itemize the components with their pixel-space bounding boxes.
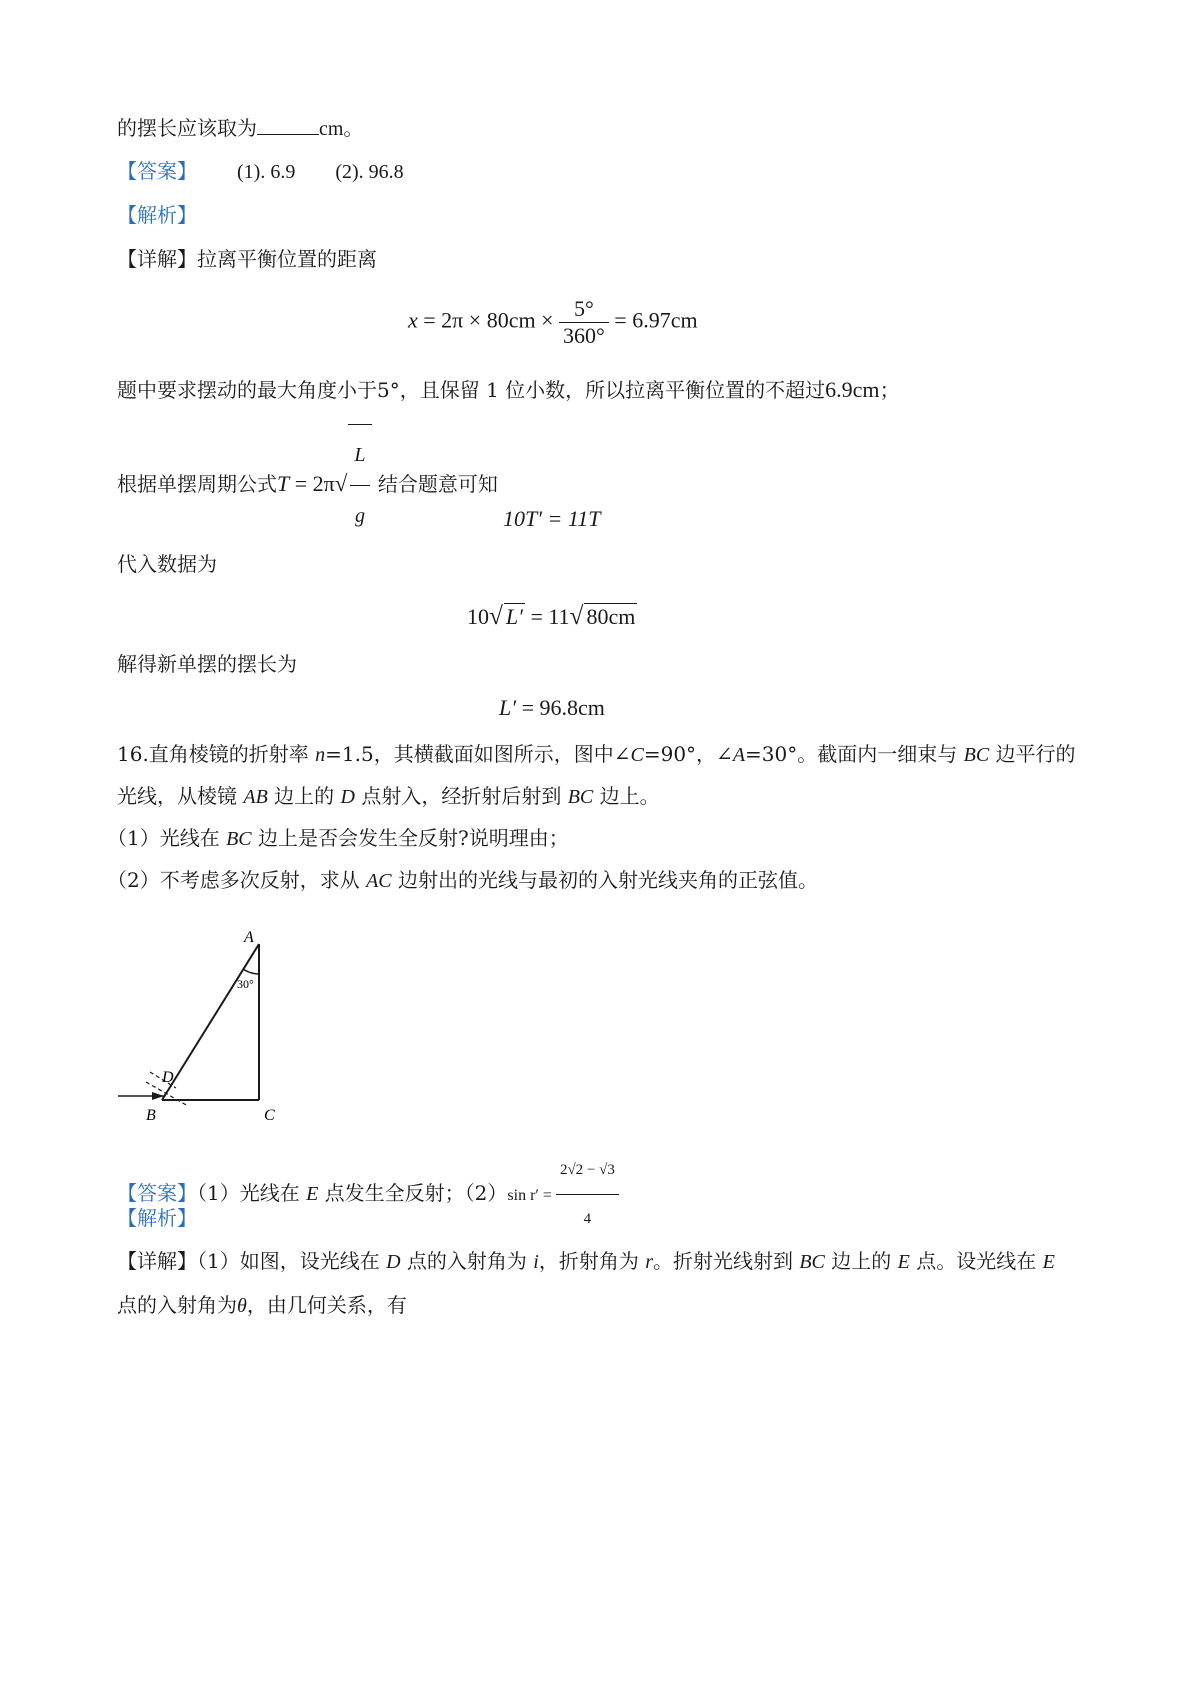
eq4-rhs: = 96.8cm — [516, 695, 605, 720]
detail16-r: r — [645, 1251, 653, 1273]
detail16-E: E — [1042, 1251, 1055, 1273]
formula-fraction — [350, 425, 369, 546]
eq1-numerator: 5° — [559, 296, 609, 323]
q16-D: D — [340, 786, 355, 808]
q16-text: 边平行的 — [989, 742, 1076, 766]
q16-BC: BC — [567, 786, 594, 808]
formula-denominator: g — [354, 505, 365, 527]
answer16-denominator: 4 — [583, 1211, 592, 1227]
q16-text: 光线，从棱镜 — [117, 784, 244, 808]
eq1-lhs: x — [408, 307, 418, 333]
analysis-tag-16: 【解析】 — [117, 1206, 197, 1230]
q16-text: =30°。截面内一细束与 — [745, 742, 964, 766]
formula-before: 根据单摆周期公式 — [117, 472, 277, 496]
sqrt-sign-icon: √ — [569, 602, 584, 630]
eq1-middle: = 2π × 80cm × — [417, 307, 559, 333]
q16-line-1 — [117, 740, 1076, 769]
answer16-numerator: 2√2 − √3 — [556, 1146, 619, 1195]
limit-line — [117, 376, 900, 404]
eq3-a: 10 — [467, 604, 489, 629]
answer16-fraction — [556, 1146, 619, 1243]
detail16-E: E — [897, 1251, 910, 1273]
q16-text: 边上的 — [267, 784, 341, 808]
formula-T: T — [277, 471, 290, 496]
q16-text: （1）光线在 — [107, 826, 227, 850]
detail16-theta: θ — [237, 1295, 247, 1317]
angle-arc — [243, 969, 259, 974]
detail-15 — [117, 245, 377, 273]
intro-unit: cm。 — [319, 118, 364, 140]
sqrt-sign-icon: √ — [334, 471, 348, 496]
q16-BC: BC — [226, 828, 252, 850]
intro-text: 的摆长应该取为 — [117, 116, 257, 140]
label-A: A — [244, 929, 254, 946]
limit-end: ； — [879, 378, 900, 402]
limit-text: 题中要求摆动的最大角度小于5°，且保留 1 位小数，所以拉离平衡位置的不超过 — [117, 378, 826, 402]
prism-figure — [110, 922, 300, 1132]
detail-16-line-1 — [117, 1247, 1055, 1276]
q16-C: C — [630, 744, 644, 766]
answer16-text: （1）光线在 — [197, 1181, 307, 1205]
answer-blank — [257, 114, 319, 135]
period-formula-line — [117, 424, 498, 546]
q16-sub-2 — [107, 866, 818, 895]
q16-text: 边射出的光线与最初的入射光线夹角的正弦值。 — [391, 868, 819, 892]
eq3-rad1: L′ — [505, 604, 523, 629]
answer-15 — [117, 157, 404, 186]
detail-16-line-2 — [117, 1291, 407, 1320]
detail16-text: 。折射光线射到 — [652, 1249, 800, 1273]
detail16-text: 点的入射角为 — [117, 1293, 237, 1317]
equation-result — [499, 695, 605, 721]
q16-n: n — [315, 744, 326, 766]
eq3-b: = 11 — [524, 604, 570, 629]
detail-tag: 【详解】 — [117, 1249, 197, 1273]
detail16-text: （1）如图，设光线在 — [197, 1249, 387, 1273]
answer16-E: E — [306, 1183, 319, 1205]
detail16-i: i — [533, 1251, 539, 1273]
label-B: B — [146, 1107, 156, 1124]
detail-tag: 【详解】 — [117, 247, 197, 271]
detail16-BC: BC — [799, 1251, 825, 1273]
formula-eq: = 2π — [289, 471, 335, 496]
detail16-D: D — [386, 1251, 401, 1273]
label-angle: 30° — [237, 977, 254, 991]
detail16-text: ，折射角为 — [538, 1249, 646, 1273]
q16-A: A — [732, 744, 746, 766]
answer-tag: 【答案】 — [117, 159, 197, 183]
q16-AC: AC — [366, 870, 392, 892]
answer16-text: 点发生全反射；（2） — [318, 1181, 508, 1205]
q16-sub-1 — [107, 824, 569, 853]
equation-distance — [408, 296, 698, 349]
q16-line-2 — [117, 782, 660, 811]
answer-part-2: (2). 96.8 — [335, 161, 404, 183]
label-D: D — [162, 1069, 174, 1086]
substitute-line: 代入数据为 — [117, 552, 217, 576]
detail16-text: 点。设光线在 — [909, 1249, 1043, 1273]
q16-text: =90°，∠ — [643, 742, 733, 766]
detail-text: 拉离平衡位置的距离 — [197, 247, 377, 271]
detail16-text: ，由几何关系，有 — [246, 1293, 407, 1317]
label-C: C — [264, 1107, 275, 1124]
q16-AB: AB — [243, 786, 268, 808]
eq3-rad2: 80cm — [586, 604, 636, 629]
eq4-lhs: L′ — [499, 695, 517, 720]
formula-numerator: L — [350, 425, 369, 486]
equation-substituted — [467, 602, 637, 631]
equation-period-ratio: 10T′ = 11T — [503, 506, 601, 531]
eq1-rhs: = 6.97cm — [608, 307, 698, 333]
formula-after: 结合题意可知 — [377, 472, 498, 496]
eq1-denominator: 360° — [562, 323, 605, 348]
answer16-sin: sin r′ = — [507, 1187, 556, 1204]
eq1-fraction — [559, 296, 609, 349]
q16-text: 点射入，经折射后射到 — [354, 784, 568, 808]
solve-line: 解得新单摆的摆长为 — [117, 652, 297, 676]
detail16-text: 边上的 — [824, 1249, 898, 1273]
answer-tag: 【答案】 — [117, 1181, 197, 1205]
limit-value: 6.9cm — [825, 377, 880, 402]
intro-line — [117, 114, 363, 143]
q16-text: 16.直角棱镜的折射率 — [117, 742, 316, 766]
q16-text: 边上。 — [593, 784, 660, 808]
q16-text: 边上是否会发生全反射?说明理由； — [251, 826, 569, 850]
edge-ab — [162, 944, 259, 1100]
detail16-text: 点的入射角为 — [400, 1249, 534, 1273]
analysis-tag-15: 【解析】 — [117, 203, 197, 227]
q16-BC: BC — [963, 744, 990, 766]
formula-sqrt — [348, 424, 371, 546]
sqrt-sign-icon: √ — [489, 602, 503, 630]
q16-text: =1.5，其横截面如图所示，图中∠ — [325, 742, 631, 766]
q16-text: （2）不考虑多次反射，求从 — [107, 868, 367, 892]
answer-part-1: (1). 6.9 — [237, 161, 296, 183]
